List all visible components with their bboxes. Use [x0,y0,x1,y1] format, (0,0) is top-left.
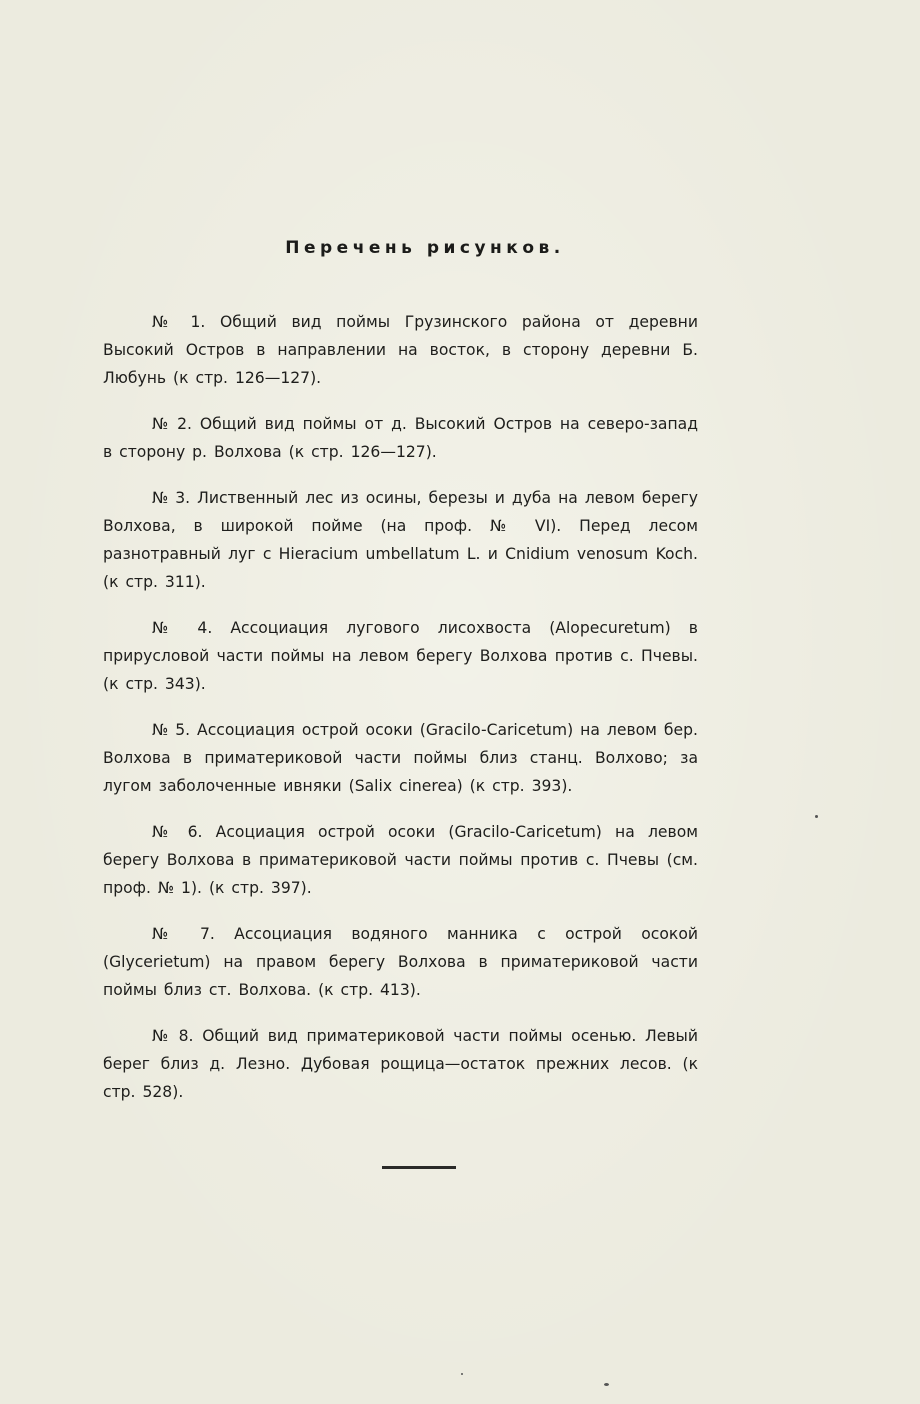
list-item: № 8. Общий вид приматериковой части поймы осенью. Левый берег близ д. Лезно. Дубовая рощица—остаток прежних лесов. (к стр. 528). [103,1027,698,1101]
list-item: № 5. Ассоциация острой осоки (Gracilo-Caricetum) на левом бер. Волхова в приматериковой части поймы близ станц. Волхово; за лугом заболоченные ивняки (Salix cinerea) (к стр. 393). [103,721,698,795]
list-item: № 2. Общий вид поймы от д. Высокий Остров на северо-запад в сторону р. Волхова (к стр. 126—127). [103,415,698,461]
paper-speck [604,1383,609,1386]
figure-list [103,308,698,1124]
list-item: № 3. Лиственный лес из осины, березы и дуба на левом берегу Волхова, в широкой пойме (на проф. № VI). Перед лесом разнотравный луг с Hieracium umbellatum L. и Cnidium venosum Koch. (к стр. 311). [103,489,698,591]
page-title: Перечень рисунков. [285,238,565,258]
list-item: № 7. Ассоциация водяного манника с острой осокой (Glycerietum) на правом берегу Волхова в приматериковой части поймы близ ст. Волхова. (к стр. 413). [103,925,698,999]
list-item: № 1. Общий вид поймы Грузинского района от деревни Высокий Остров в направлении на восток, в сторону деревни Б. Любунь (к стр. 126—127). [103,313,698,387]
list-item: № 4. Ассоциация лугового лисохвоста (Alopecuretum) в прирусловой части поймы на левом берегу Волхова против с. Пчевы. (к стр. 343). [103,619,698,693]
paper-speck [461,1373,463,1375]
end-divider [382,1166,456,1169]
list-item: № 6. Асоциация острой осоки (Gracilo-Caricetum) на левом берегу Волхова в приматериковой части поймы против с. Пчевы (см. проф. № 1). (к стр. 397). [103,823,698,897]
paper-speck [815,815,818,818]
